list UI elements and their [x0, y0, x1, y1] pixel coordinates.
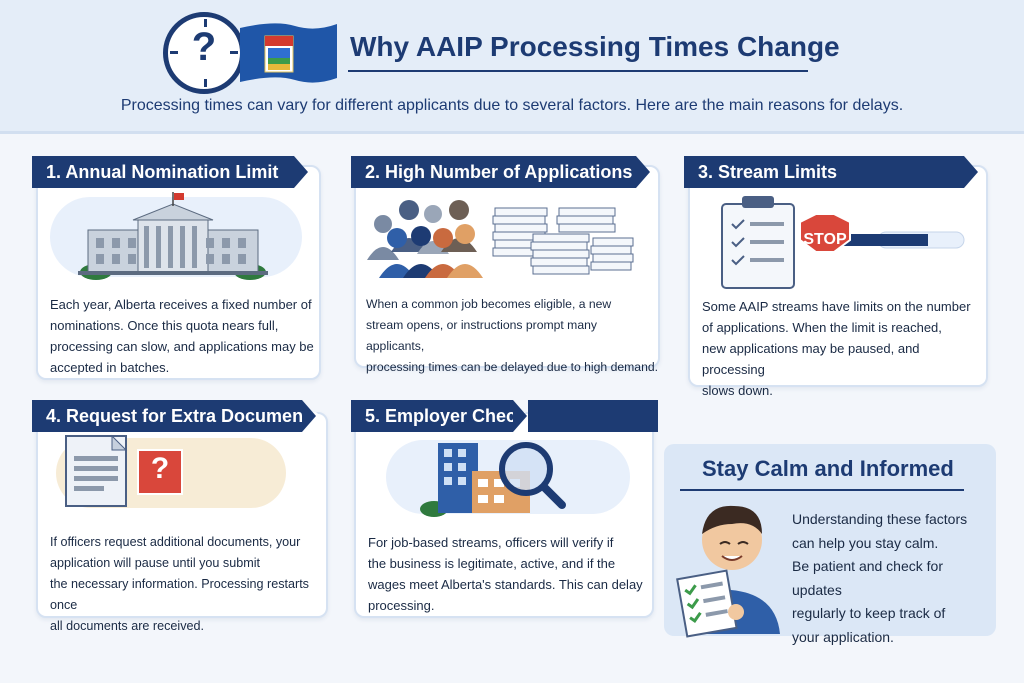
- card-text-line: wages meet Alberta's standards. This can delay: [368, 577, 643, 592]
- card-text-line: application will pause until you submit: [50, 556, 261, 570]
- card-text: [368, 532, 650, 616]
- card-text-line: all documents are received.: [50, 619, 205, 633]
- card-title: 2. High Number of Applications: [351, 156, 636, 188]
- title-underline: [348, 70, 808, 72]
- card-text-line: stream opens, or instructions prompt many applicants,: [366, 318, 597, 353]
- card-title: 4. Request for Extra Documents: [32, 400, 302, 432]
- stay-calm-text-line: Understanding these factors: [792, 511, 968, 527]
- card-text-line: the necessary information. Processing restarts once: [50, 577, 309, 612]
- page-subtitle: Processing times can vary for different applicants due to several factors. Here are the main reasons for delays.: [120, 97, 904, 114]
- person-holding-checklist-icon: [676, 494, 786, 634]
- card-text: [702, 296, 984, 401]
- card-text-line: accepted in batches.: [50, 360, 170, 375]
- card-text-line: If officers request additional documents, your: [50, 535, 301, 549]
- card-text-line: new applications may be paused, and processing: [702, 341, 920, 377]
- stay-calm-text-line: your application.: [792, 628, 894, 645]
- page-title: Why AAIP Processing Times Change: [350, 31, 840, 62]
- card-text-line: processing can slow, and applications may be: [50, 339, 314, 354]
- card-title: 1. Annual Nomination Limit: [32, 156, 294, 188]
- stop-sign-label: STOP: [803, 231, 847, 248]
- card-text-line: the business is legitimate, active, and if the: [368, 556, 616, 571]
- title-rule: [528, 400, 658, 432]
- card-text-line: processing times can be delayed due to high demand.: [366, 360, 659, 374]
- card-text: [366, 294, 658, 378]
- card-text-line: Some AAIP streams have limits on the number: [702, 299, 971, 314]
- card-text-line: nominations. Once this quota nears full,: [50, 318, 279, 333]
- stay-calm-text-line: can help you stay calm.: [792, 534, 939, 551]
- card-title: 5. Employer Check: [351, 400, 513, 432]
- alberta-flag-icon: [235, 20, 340, 92]
- card-text-line: For job-based streams, officers will verify if: [368, 535, 614, 550]
- stay-calm-text-line: regularly to keep track of: [792, 605, 946, 621]
- legislature-building-icon: [78, 192, 268, 278]
- clock-question-mark: ?: [191, 25, 217, 69]
- building-magnifier-icon: [420, 437, 570, 517]
- stay-calm-text: [792, 508, 992, 649]
- card-text-line: processing.: [368, 598, 435, 613]
- card-title: 3. Stream Limits: [684, 156, 964, 188]
- stay-calm-text-line: Be patient and check for updates: [792, 558, 943, 598]
- card-text-line: slows down.: [702, 383, 773, 398]
- card-text-line: When a common job becomes eligible, a new: [366, 297, 612, 311]
- stay-calm-title: Stay Calm and Informed: [702, 456, 954, 481]
- card-text-line: Each year, Alberta receives a fixed number of: [50, 297, 312, 312]
- stay-calm-underline: [680, 489, 964, 491]
- card-text: [50, 532, 326, 637]
- card-text: [50, 294, 318, 378]
- crowd-and-paper-stacks-icon: [363, 194, 648, 280]
- clock-icon: [163, 12, 245, 94]
- question-mark-glyph: ?: [150, 452, 170, 485]
- card-text-line: of applications. When the limit is reached,: [702, 320, 942, 335]
